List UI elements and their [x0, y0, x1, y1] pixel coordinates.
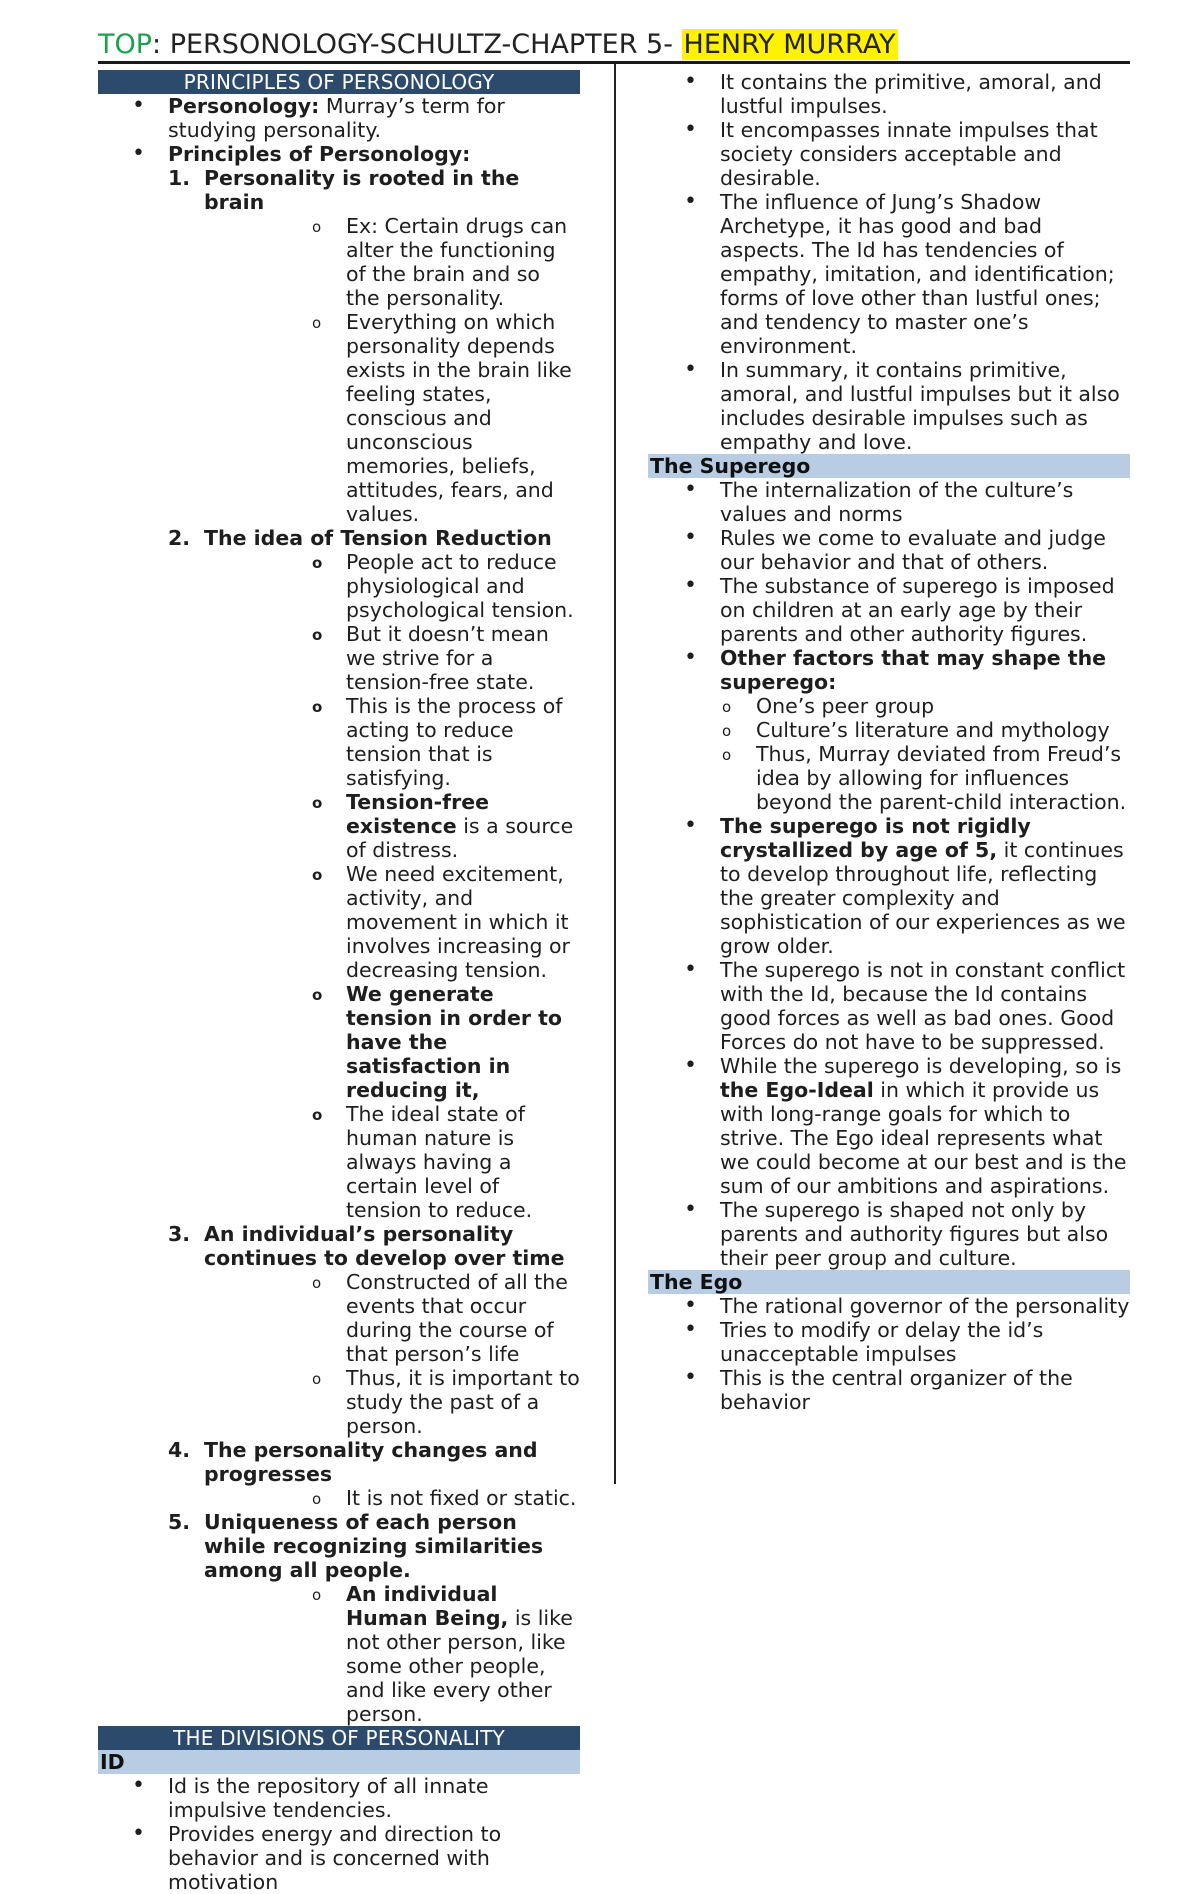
- subheading-ego: The Ego: [648, 1270, 1130, 1294]
- sub-item: o One’s peer group: [648, 694, 1130, 718]
- principles-numbered-list: [98, 166, 580, 1726]
- principle-item: 4. The personality changes and progresses o It is not fixed or static.: [98, 1438, 580, 1510]
- list-item: • The superego is shaped not only by parents and authority figures but also their peer group and culture.: [648, 1198, 1130, 1270]
- column-divider: [614, 64, 616, 1484]
- list-item: • Personology: Murray’s term for studying personality.: [98, 94, 580, 142]
- list-item: • The internalization of the culture’s values and norms: [648, 478, 1130, 526]
- principle-item: 5. Uniqueness of each person while recognizing similarities among all people. o An individual Human Being, is like not other person, like some other people, and like every other person.: [98, 1510, 580, 1726]
- sub-item: o Ex: Certain drugs can alter the functioning of the brain and so the personality.: [204, 214, 580, 310]
- sub-item: o An individual Human Being, is like not other person, like some other people, and like every other person.: [204, 1582, 580, 1726]
- list-item: • The superego is not rigidly crystallized by age of 5, it continues to develop throughout life, reflecting the greater complexity and sophistication of our experiences as we grow older.: [648, 814, 1130, 958]
- list-item: • Provides energy and direction to behavior and is concerned with motivation: [98, 1822, 580, 1894]
- sub-item: o Everything on which personality depends exists in the brain like feeling states, conscious and unconscious memories, beliefs, attitudes, fears, and values.: [204, 310, 580, 526]
- right-column: [648, 70, 1130, 1414]
- sub-item: o Constructed of all the events that occur during the course of that person’s life: [204, 1270, 580, 1366]
- superego-list: [648, 478, 1130, 1270]
- principle-item: 2. The idea of Tension Reduction o People act to reduce physiological and psychological tension. o But it doesn’t mean we strive for a tension-free state. o This is the process of acting to reduce tension that is satisfying. o Tension-free existence is a source of distress. o We need excitement, activity, and movement in which it involves increasing or decreasing tension. o We generate tension in order to have the satisfaction in reducing it, o The ideal state of human nature is always having a certain level of tension to reduce.: [98, 526, 580, 1222]
- sub-item: o This is the process of acting to reduce tension that is satisfying.: [204, 694, 580, 790]
- subheading-superego: The Superego: [648, 454, 1130, 478]
- id-list: [98, 1774, 580, 1894]
- id-list-continued: [648, 70, 1130, 454]
- principle-item: 3. An individual’s personality continues to develop over time o Constructed of all the events that occur during the course of that person’s life o Thus, it is important to study the past of a person.: [98, 1222, 580, 1438]
- list-item: • The rational governor of the personality: [648, 1294, 1130, 1318]
- list-item: • Principles of Personology:: [98, 142, 580, 166]
- principles-list: [98, 94, 580, 166]
- title-main: : PERSONOLOGY-SCHULTZ-CHAPTER 5-: [152, 29, 682, 60]
- list-item: • Other factors that may shape the superego: o One’s peer group o Culture’s literature and mythology o Thus, Murray deviated from Freud’s idea by allowing for influences beyond the parent-child interaction.: [648, 646, 1130, 814]
- sub-item: o People act to reduce physiological and psychological tension.: [204, 550, 580, 622]
- list-item: • It encompasses innate impulses that society considers acceptable and desirable.: [648, 118, 1130, 190]
- sub-item: o We generate tension in order to have the satisfaction in reducing it,: [204, 982, 580, 1102]
- sub-item: o Culture’s literature and mythology: [648, 718, 1130, 742]
- list-item: • The substance of superego is imposed on children at an early age by their parents and other authority figures.: [648, 574, 1130, 646]
- sub-item: o Tension-free existence is a source of distress.: [204, 790, 580, 862]
- sub-item: o Thus, Murray deviated from Freud’s idea by allowing for influences beyond the parent-child interaction.: [648, 742, 1130, 814]
- list-item: • Tries to modify or delay the id’s unacceptable impulses: [648, 1318, 1130, 1366]
- sub-item: o But it doesn’t mean we strive for a tension-free state.: [204, 622, 580, 694]
- section-banner-divisions: THE DIVISIONS OF PERSONALITY: [98, 1726, 580, 1750]
- ego-list: [648, 1294, 1130, 1414]
- document-title: [98, 28, 1130, 62]
- list-item: • Rules we come to evaluate and judge our behavior and that of others.: [648, 526, 1130, 574]
- list-item: • This is the central organizer of the behavior: [648, 1366, 1130, 1414]
- subheading-id: ID: [98, 1750, 580, 1774]
- list-item: • While the superego is developing, so is the Ego-Ideal in which it provide us with long-range goals for which to strive. The Ego ideal represents what we could become at our best and is the sum of our ambitions and aspirations.: [648, 1054, 1130, 1198]
- list-item: • Id is the repository of all innate impulsive tendencies.: [98, 1774, 580, 1822]
- sub-item: o We need excitement, activity, and movement in which it involves increasing or decreasing tension.: [204, 862, 580, 982]
- title-prefix: TOP: [98, 29, 153, 60]
- sub-item: o Thus, it is important to study the past of a person.: [204, 1366, 580, 1438]
- sub-item: o It is not fixed or static.: [204, 1486, 580, 1510]
- list-item: • The influence of Jung’s Shadow Archetype, it has good and bad aspects. The Id has tendencies of empathy, imitation, and identification; forms of love other than lustful ones; and tendency to master one’s environment.: [648, 190, 1130, 358]
- left-column: [98, 70, 580, 1894]
- title-highlight: HENRY MURRAY: [683, 29, 896, 60]
- sub-item: o The ideal state of human nature is always having a certain level of tension to reduce.: [204, 1102, 580, 1222]
- list-item: • In summary, it contains primitive, amoral, and lustful impulses but it also includes desirable impulses such as empathy and love.: [648, 358, 1130, 454]
- list-item: • The superego is not in constant conflict with the Id, because the Id contains good forces as well as bad ones. Good Forces do not have to be suppressed.: [648, 958, 1130, 1054]
- principle-item: 1. Personality is rooted in the brain o Ex: Certain drugs can alter the functioning of the brain and so the personality. o Everything on which personality depends exists in the brain like feeling states, conscious and unconscious memories, beliefs, attitudes, fears, and values.: [98, 166, 580, 526]
- list-item: • It contains the primitive, amoral, and lustful impulses.: [648, 70, 1130, 118]
- section-banner-principles: PRINCIPLES OF PERSONOLOGY: [98, 70, 580, 94]
